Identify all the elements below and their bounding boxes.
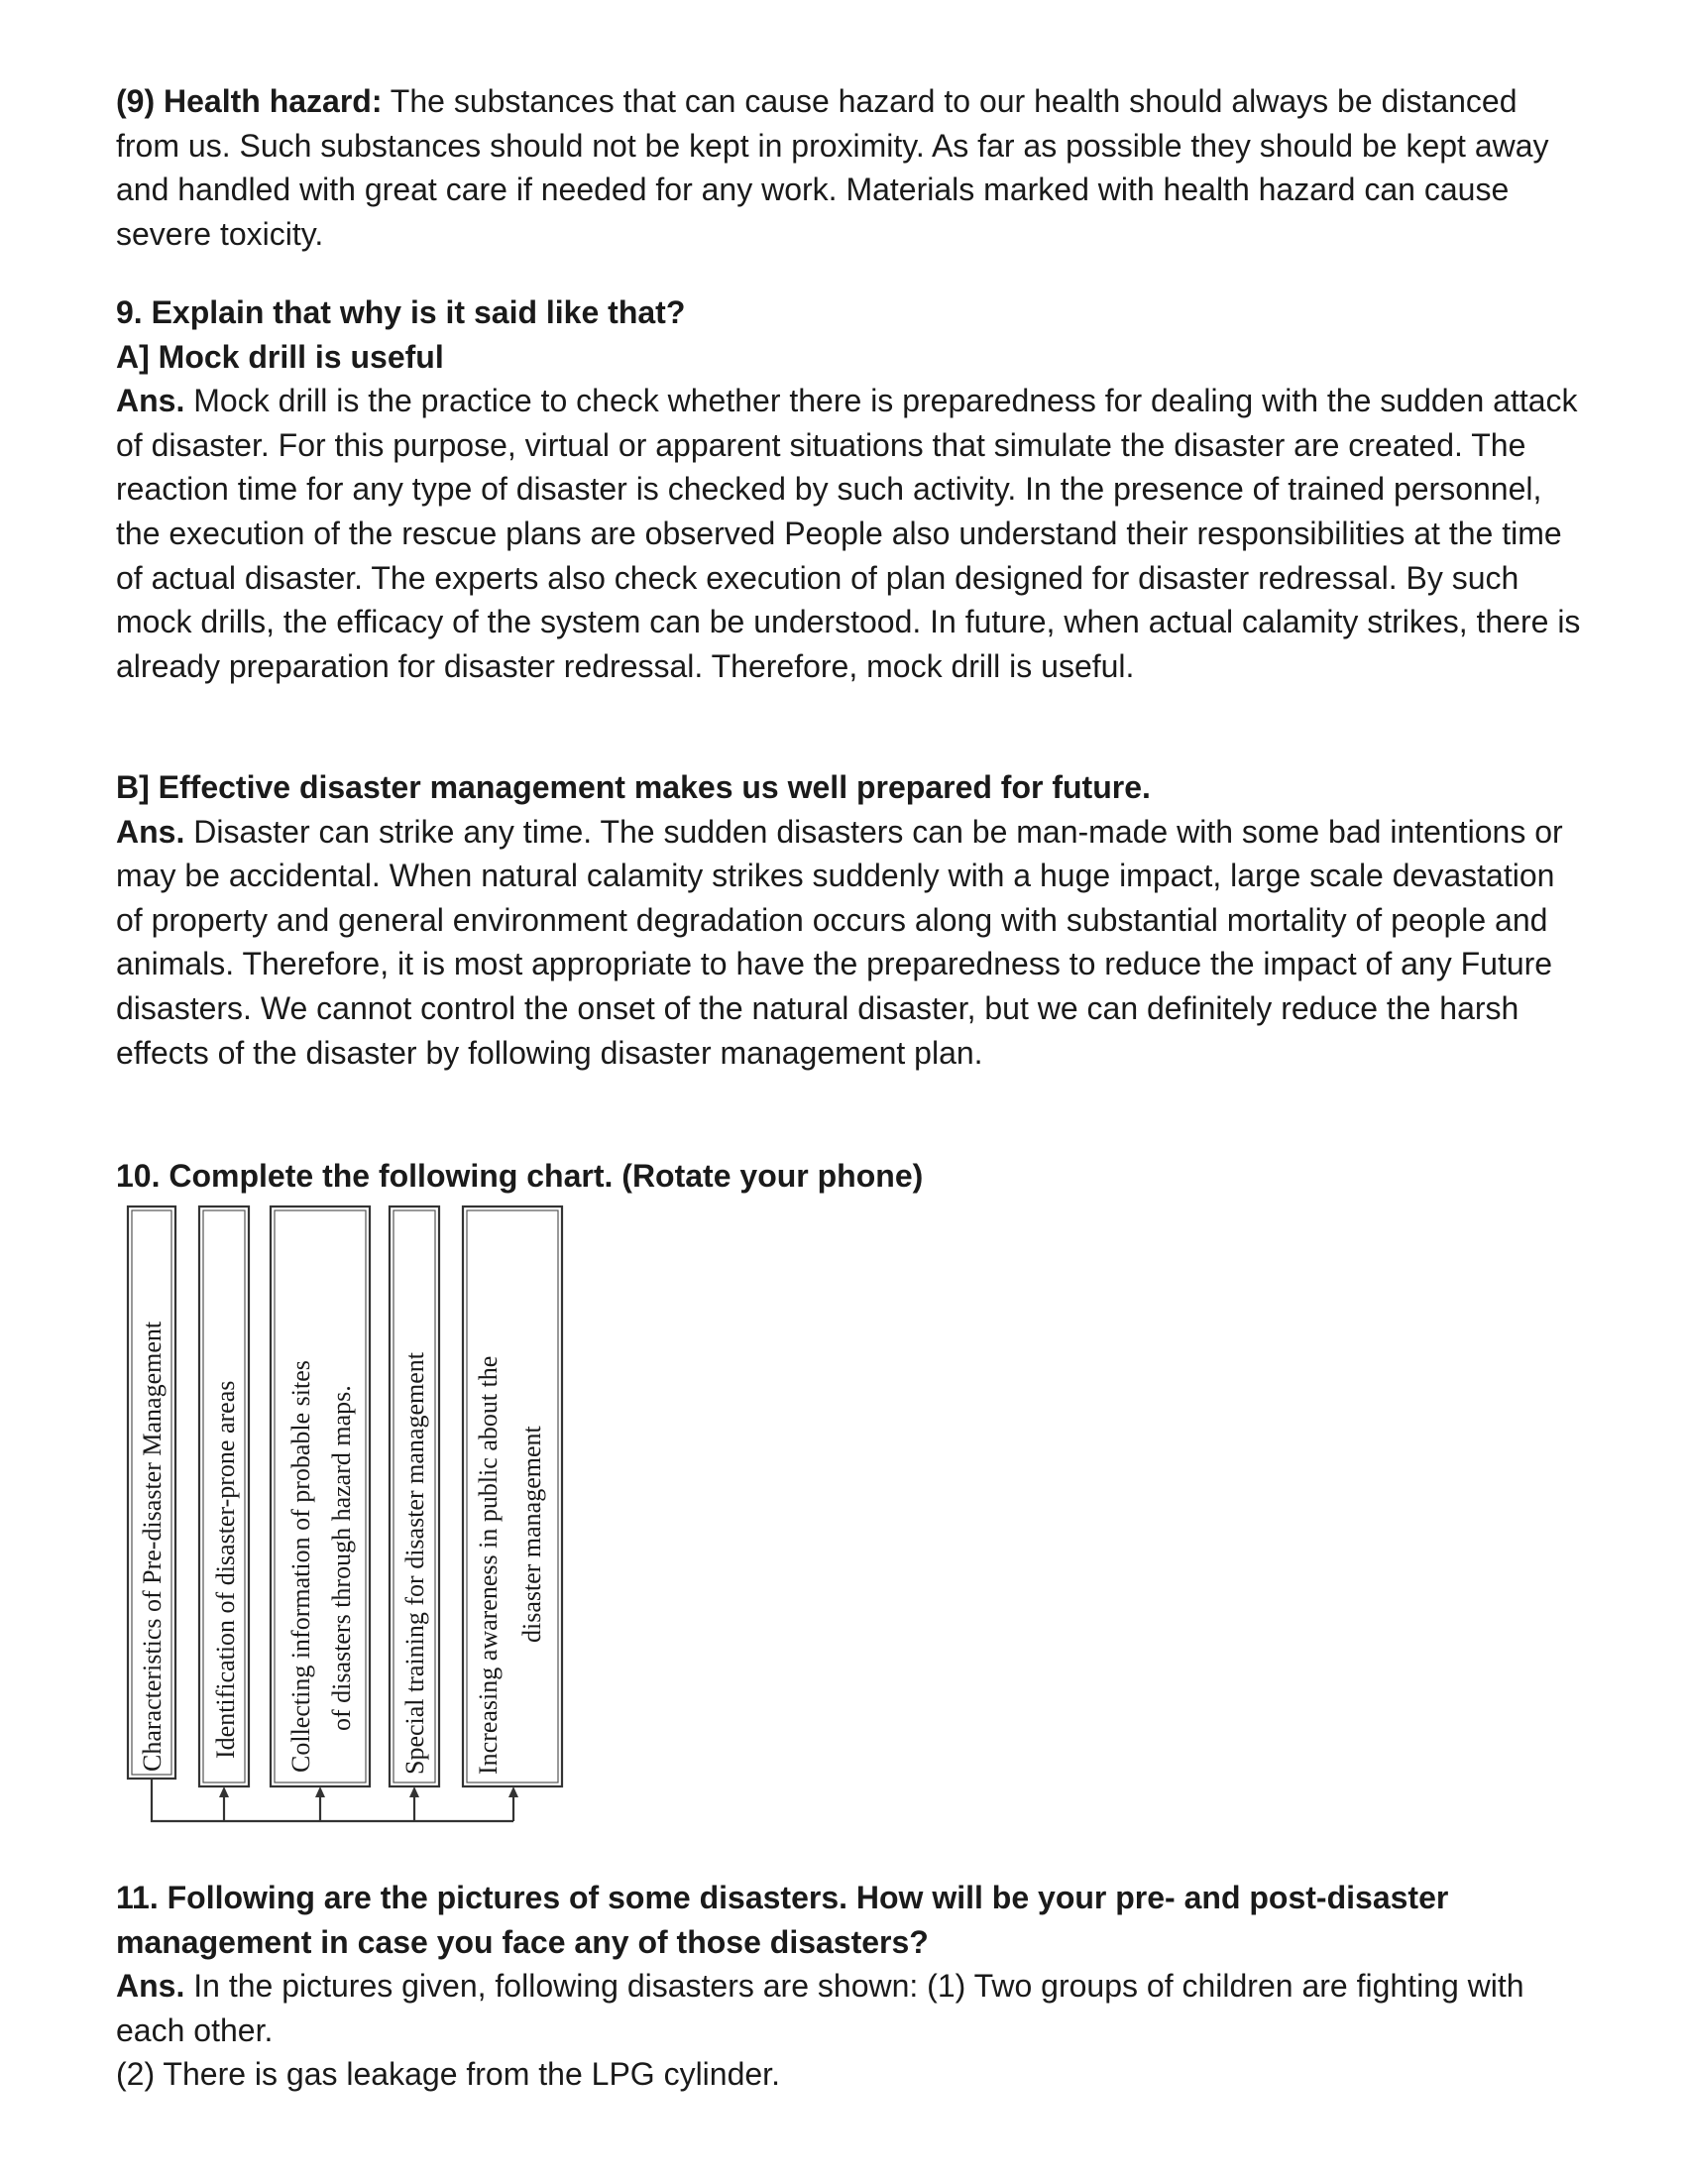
chart-root-label: Characteristics of Pre-disaster Management bbox=[138, 1321, 167, 1772]
health-hazard-heading: (9) Health hazard: bbox=[116, 83, 383, 119]
chart-root-box bbox=[128, 1207, 175, 1779]
question-9b-answer bbox=[116, 810, 1583, 1076]
chart-arrow-4 bbox=[508, 1786, 518, 1797]
question-11-answer bbox=[116, 1964, 1583, 2052]
health-hazard-paragraph bbox=[116, 79, 1583, 256]
chart-arrow-3 bbox=[409, 1786, 419, 1797]
question-9a-answer bbox=[116, 379, 1583, 688]
question-9a-answer-text: Mock drill is the practice to check whether there is preparedness for dealing with the sudden attack of disaster. For this purpose, virtual or apparent situations that simulate the disaster are created. The reaction time for any type of disaster is checked by such activity. In the presence of trained personnel, the execution of the rescue plans are observed People also understand their responsibilities at the time of actual disaster. The experts also check execution of plan designed for disaster redressal. By such mock drills, the efficacy of the system can be understood. In future, when actual calamity strikes, there is already preparation for disaster redressal. Therefore, mock drill is useful. bbox=[116, 383, 1581, 684]
chart-arrow-2 bbox=[315, 1786, 325, 1797]
question-11-section bbox=[116, 1876, 1583, 2097]
chart-item-3-box bbox=[390, 1207, 439, 1786]
chart-item-2-label-line-1: Collecting information of probable sites bbox=[286, 1360, 315, 1773]
question-11-heading: 11. Following are the pictures of some disasters. How will be your pre- and post-disaster management in case you face any of those disasters? bbox=[116, 1880, 1449, 1960]
chart-item-2-box bbox=[271, 1207, 370, 1786]
question-9b-title: B] Effective disaster management makes us well prepared for future. bbox=[116, 769, 1151, 805]
question-11-item-2: (2) There is gas leakage from the LPG cylinder. bbox=[116, 2056, 780, 2093]
pre-disaster-management-chart bbox=[116, 1202, 592, 1836]
health-hazard-section bbox=[116, 79, 1583, 256]
question-9b-answer-text: Disaster can strike any time. The sudden disasters can be man-made with some bad intentions or may be accidental. When natural calamity strikes suddenly with a huge impact, large scale devastation of property and general environment degradation occurs along with substantial mortality of people and animals. Therefore, it is most appropriate to have the preparedness to reduce the impact of any Future disasters. We cannot control the onset of the natural disaster, but we can definitely reduce the harsh effects of the disaster by following disaster management plan. bbox=[116, 813, 1563, 1071]
question-9b-section bbox=[116, 765, 1583, 1075]
chart-item-4-label-line-1: Increasing awareness in public about the bbox=[474, 1355, 503, 1775]
question-9a-title: A] Mock drill is useful bbox=[116, 338, 444, 375]
question-10-heading: 10. Complete the following chart. (Rotate your phone) bbox=[116, 1158, 924, 1194]
ans-label: Ans. bbox=[116, 383, 185, 419]
question-9-heading: 9. Explain that why is it said like that? bbox=[116, 294, 686, 330]
chart-item-3-label: Special training for disaster management bbox=[400, 1352, 429, 1775]
chart-item-4-box bbox=[463, 1207, 562, 1786]
question-9-section bbox=[116, 290, 1583, 688]
health-hazard-text: The substances that can cause hazard to our health should always be distanced from us. Such substances should not be kept in proximity. As far as possible they should be kept away and handled with great care if needed for any work. Materials marked with health hazard can cause severe toxicity. bbox=[116, 83, 1549, 252]
question-10-section bbox=[116, 1154, 1583, 1199]
chart-item-1-label: Identification of disaster-prone areas bbox=[211, 1380, 240, 1759]
chart-item-4-label-line-2: disaster management bbox=[517, 1426, 546, 1643]
chart-item-1-box bbox=[199, 1207, 249, 1786]
question-11-answer-text: In the pictures given, following disasters are shown: (1) Two groups of children are fighting with each other. bbox=[116, 1968, 1524, 2048]
chart-item-2-label-line-2: of disasters through hazard maps. bbox=[327, 1385, 356, 1731]
chart-arrow-1 bbox=[219, 1786, 229, 1797]
ans-label: Ans. bbox=[116, 813, 185, 850]
ans-label: Ans. bbox=[116, 1968, 185, 2005]
